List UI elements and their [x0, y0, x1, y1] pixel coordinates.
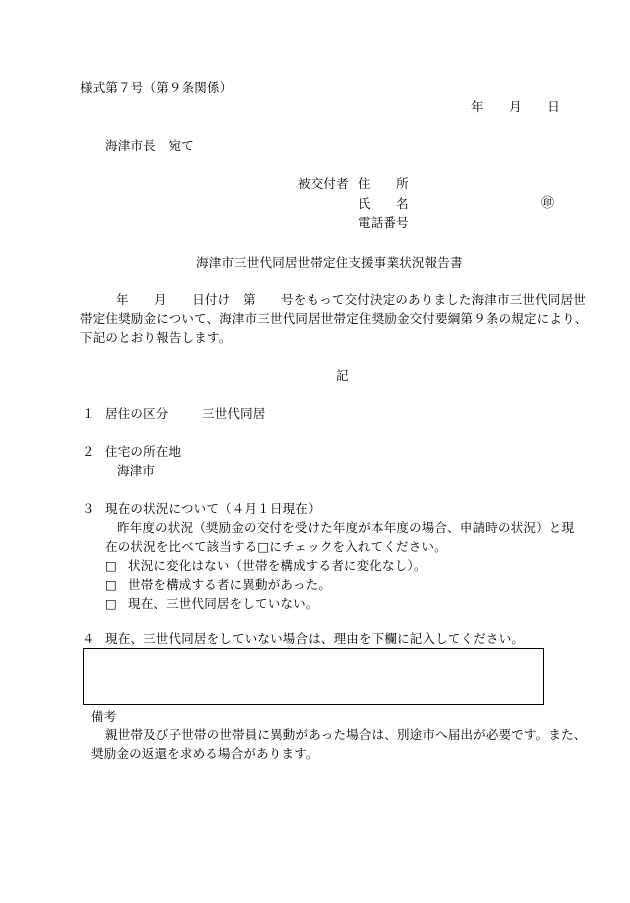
name-label: 氏 名 — [358, 196, 409, 211]
applicant-label: 被交付者 — [298, 176, 349, 191]
remarks-line-2: 奨励金の返還を求める場合があります。 — [91, 746, 319, 761]
section-2-number: ２ — [82, 444, 95, 459]
phone-label: 電話番号 — [358, 215, 409, 230]
document-title: 海津市三世代同居世帯定住支援事業状況報告書 — [196, 255, 463, 270]
option-not-living-together-label: 現在、三世代同居をしていない。 — [128, 596, 319, 611]
section-2-label: 住宅の所在地 — [105, 444, 182, 459]
section-3-label: 現在の状況について（４月１日現在） — [105, 501, 321, 516]
section-1-value: 三世代同居 — [202, 406, 266, 421]
checkbox-member-change[interactable]: □ — [105, 577, 118, 592]
ki-heading: 記 — [336, 368, 349, 383]
option-member-change-label: 世帯を構成する者に異動があった。 — [128, 577, 332, 592]
section-1-number: １ — [82, 406, 95, 421]
intro-line-2: 帯定住奨励金について、海津市三世代同居世帯定住奨励金交付要綱第９条の規定により、 — [80, 311, 588, 326]
section-3-desc-1: 昨年度の状況（奨励金の交付を受けた年度が本年度の場合、申請時の状況）と現 — [117, 520, 575, 535]
option-no-change-label: 状況に変化はない（世帯を構成する者に変化なし）。 — [128, 558, 427, 573]
section-4-label: 現在、三世代同居をしていない場合は、理由を下欄に記入してください。 — [105, 631, 525, 646]
intro-line-1: 年 月 日付け 第 号をもって交付決定のありました海津市三世代同居世 — [116, 292, 586, 307]
reason-input-box[interactable] — [83, 648, 544, 705]
section-3-desc-2: 在の状況を比べて該当する□にチェックを入れてください。 — [105, 539, 447, 554]
form-number: 様式第７号（第９条関係） — [80, 80, 233, 95]
checkbox-not-living-together[interactable]: □ — [105, 596, 118, 611]
remarks-line-1: 親世帯及び子世帯の世帯員に異動があった場合は、別途市へ届出が必要です。また、 — [105, 727, 587, 742]
seal-icon: ㊞ — [541, 196, 555, 211]
section-2-value: 海津市 — [117, 463, 156, 478]
intro-line-3: 下記のとおり報告します。 — [80, 330, 232, 345]
section-4-number: ４ — [82, 631, 95, 646]
address-label: 住 所 — [358, 176, 409, 191]
section-1-label: 居住の区分 — [105, 406, 169, 421]
date-line[interactable]: 年 月 日 — [471, 99, 560, 114]
addressee: 海津市長 宛て — [105, 138, 194, 153]
remarks-label: 備考 — [91, 709, 117, 724]
section-3-number: ３ — [82, 501, 95, 516]
checkbox-no-change[interactable]: □ — [105, 558, 118, 573]
